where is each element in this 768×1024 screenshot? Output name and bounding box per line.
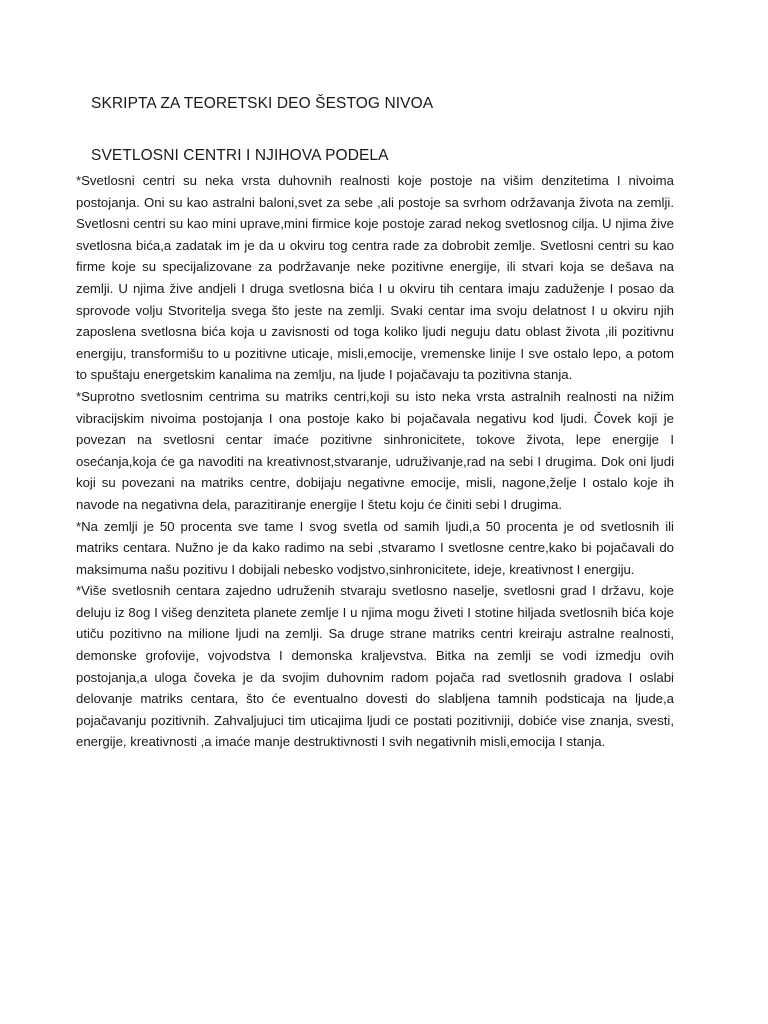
document-body xyxy=(76,170,674,753)
paragraph-svetlosni-gradovi: *Više svetlosnih centara zajedno udruženih stvaraju svetlosno naselje, svetlosni grad I državu, koje deluju iz 8og I višeg denziteta planete zemlje I u njima mogu živeti I stotine hiljada svetlosnih bića koje utiču pozitivno na milione ljudi na zemlji. Sa druge strane matriks centri kreiraju astralne realnosti, demonske grofovije, vojvodstva I demonska kraljevstva. Bitka na zemlji se vodi izmedju ovih postojanja,a uloga čoveka je da svojim duhovnim radom pojača rad svetlosnih gradova I oslabi delovanje matriks centara, što će eventualno dovesti do slabljena tamnih podsticaja na ljude,a pojačavanju pozitivnih. Zahvaljujuci tim uticajima ljudi ce postati pozitivniji, dobiće vise znanja, svesti, energije, kreativnosti ,a imaće manje destruktivnosti I svih negativnih misli,emocija I stanja. xyxy=(76,583,674,750)
paragraph-svetlosni-centri: *Svetlosni centri su neka vrsta duhovnih realnosti koje postoje na višim denzitetima I nivoima postojanja. Oni su kao astralni baloni,svet za sebe ,ali postoje sa svrhom održavanja života na zemlji. Svetlosni centri su kao mini uprave,mini firmice koje postoje zarad nekog svetlosnog cilja. U njima žive svetlosna bića,a zadatak im je da u okviru tog centra rade za dobrobit zemlje. Svetlosni centri su kao firme koje su specijalizovane za podržavanje neke pozitivne energije, ili stvari koja se dešava na zemlji. U njima žive andjeli I druga svetlosna bića I u okviru tih centara imaju zaduženje I posao da sprovode volju Stvoritelja svega što jeste na zemlji. Svaki centar ima svoju delatnost I u okviru njih zaposlena svetlosna bića koja u zavisnosti od toga koliko ljudi neguju datu oblast života ,ili pozitivnu energiju, transformišu to u pozitivne uticaje, misli,emocije, vremenske linije I sve ostalo lepo, a potom to spuštaju energetskim kanalima na zemlju, na ljude I pojačavaju ta pozitivna stanja. xyxy=(76,173,674,383)
paragraph-matriks-centri: *Suprotno svetlosnim centrima su matriks centri,koji su isto neka vrsta astralnih realnosti na nižim vibracijskim nivoima postojanja I ona postoje kako bi pojačavala negativu kod ljudi. Čovek koji je povezan na svetlosni centar imaće pozitivne sinhronicitete, tokove života, lepe energije I osećanja,koja će ga navoditi na kreativnost,stvaranje, udruživanje,rad na sebi I drugima. Dok oni ljudi koji su povezani na matriks centre, dobijaju negativne emocije, misli, nagone,želje I ostalo koje ih navode na negativna dela, parazitiranje energije I štetu koju će činiti sebi I drugima. xyxy=(76,388,674,512)
document-title: SKRIPTA ZA TEORETSKI DEO ŠESTOG NIVOA xyxy=(91,95,434,112)
paragraph-procenat: *Na zemlji je 50 procenta sve tame I svog svetla od samih ljudi,a 50 procenta je od svetlosnih ili matriks centara. Nužno je da kako radimo na sebi ,stvaramo I svetlosne centre,kako bi pojačavali do maksimuma našu pozitivu I dobijali nebesko vodjstvo,sinhronicitete, ideje, kreativnost I energiju. xyxy=(76,518,674,577)
section-heading: SVETLOSNI CENTRI I NJIHOVA PODELA xyxy=(91,147,389,164)
